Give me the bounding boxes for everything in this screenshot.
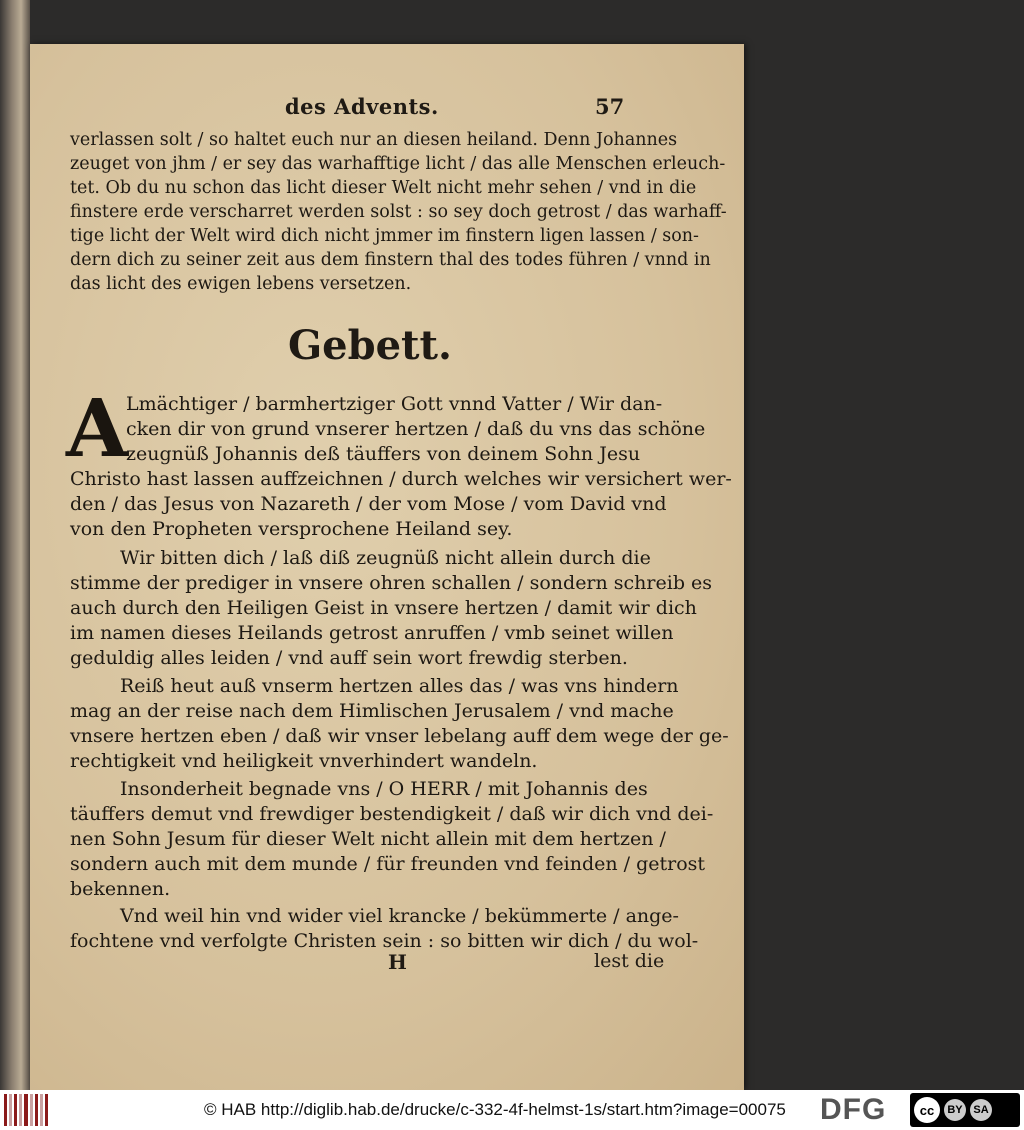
prayer-line: im namen dieses Heilands getrost anruffen / vmb seinet willen — [70, 622, 674, 644]
prayer-line: den / das Jesus von Nazareth / der vom Mose / vom David vnd — [70, 493, 667, 515]
by-icon: BY — [944, 1099, 966, 1121]
prayer-line: Insonderheit begnade vns / O HERR / mit Johannis des — [120, 778, 648, 800]
page-number: 57 — [595, 94, 625, 119]
catchword: lest die — [594, 950, 665, 972]
intro-line: tet. Ob du nu schon das licht dieser Welt nicht mehr sehen / vnd in die — [70, 178, 697, 198]
prayer-line: bekennen. — [70, 878, 171, 900]
prayer-line: zeugnüß Johannis deß täuffers von deinem Sohn Jesu — [126, 443, 641, 465]
prayer-line: Wir bitten dich / laß diß zeugnüß nicht allein durch die — [120, 547, 651, 569]
prayer-line: nen Sohn Jesum für dieser Welt nicht allein mit dem hertzen / — [70, 828, 666, 850]
prayer-line: Lmächtiger / barmhertziger Gott vnnd Vatter / Wir dan- — [126, 393, 663, 415]
prayer-line: rechtigkeit vnd heiligkeit vnverhindert wandeln. — [70, 750, 538, 772]
section-heading: Gebett. — [288, 322, 452, 369]
cc-by-sa-license-badge[interactable] — [910, 1093, 1020, 1127]
dfg-logo: DFG — [820, 1093, 887, 1126]
drop-cap: A — [66, 381, 129, 475]
signature-mark: H — [388, 950, 407, 974]
prayer-line: fochtene vnd verfolgte Christen sein : so bitten wir dich / du wol- — [70, 930, 699, 952]
prayer-line: täuffers demut vnd frewdiger bestendigkeit / daß wir dich vnd dei- — [70, 803, 714, 825]
intro-line: finstere erde verscharret werden solst : so sey doch getrost / das warhaff- — [70, 202, 727, 222]
prayer-line: von den Propheten versprochene Heiland sey. — [70, 518, 513, 540]
library-barcode-icon — [4, 1094, 48, 1126]
intro-line: das licht des ewigen lebens versetzen. — [70, 274, 412, 294]
intro-line: tige licht der Welt wird dich nicht jmmer im finstern ligen lassen / son- — [70, 226, 699, 246]
book-page — [30, 44, 744, 1090]
prayer-line: Reiß heut auß vnserm hertzen alles das / was vns hindern — [120, 675, 679, 697]
viewer-footer — [0, 1090, 1024, 1130]
prayer-line: vnsere hertzen eben / daß wir vnser lebelang auff dem wege der ge- — [70, 725, 729, 747]
prayer-line: mag an der reise nach dem Himlischen Jerusalem / vnd mache — [70, 700, 674, 722]
prayer-line: auch durch den Heiligen Geist in vnsere hertzen / damit wir dich — [70, 597, 697, 619]
prayer-line: Vnd weil hin vnd wider viel krancke / bekümmerte / ange- — [120, 905, 679, 927]
running-header: des Advents. — [285, 94, 439, 119]
intro-line: verlassen solt / so haltet euch nur an diesen heiland. Denn Johannes — [70, 130, 678, 150]
prayer-line: geduldig alles leiden / vnd auff sein wort frewdig sterben. — [70, 647, 628, 669]
intro-line: zeuget von jhm / er sey das warhafftige licht / das alle Menschen erleuch- — [70, 154, 726, 174]
intro-line: dern dich zu seiner zeit aus dem finstern thal des todes führen / vnnd in — [70, 250, 711, 270]
source-attribution-link[interactable]: © HAB http://diglib.hab.de/drucke/c-332-4f-helmst-1s/start.htm?image=00075 — [204, 1100, 786, 1119]
prayer-line: Christo hast lassen auffzeichnen / durch welches wir versichert wer- — [70, 468, 732, 490]
adjacent-page-edge — [0, 0, 30, 1090]
sa-icon: SA — [970, 1099, 992, 1121]
prayer-line: stimme der prediger in vnsere ohren schallen / sondern schreib es — [70, 572, 713, 594]
prayer-line: sondern auch mit dem munde / für freunden vnd feinden / getrost — [70, 853, 706, 875]
prayer-line: cken dir von grund vnserer hertzen / daß du vns das schöne — [126, 418, 706, 440]
cc-icon: cc — [914, 1097, 940, 1123]
